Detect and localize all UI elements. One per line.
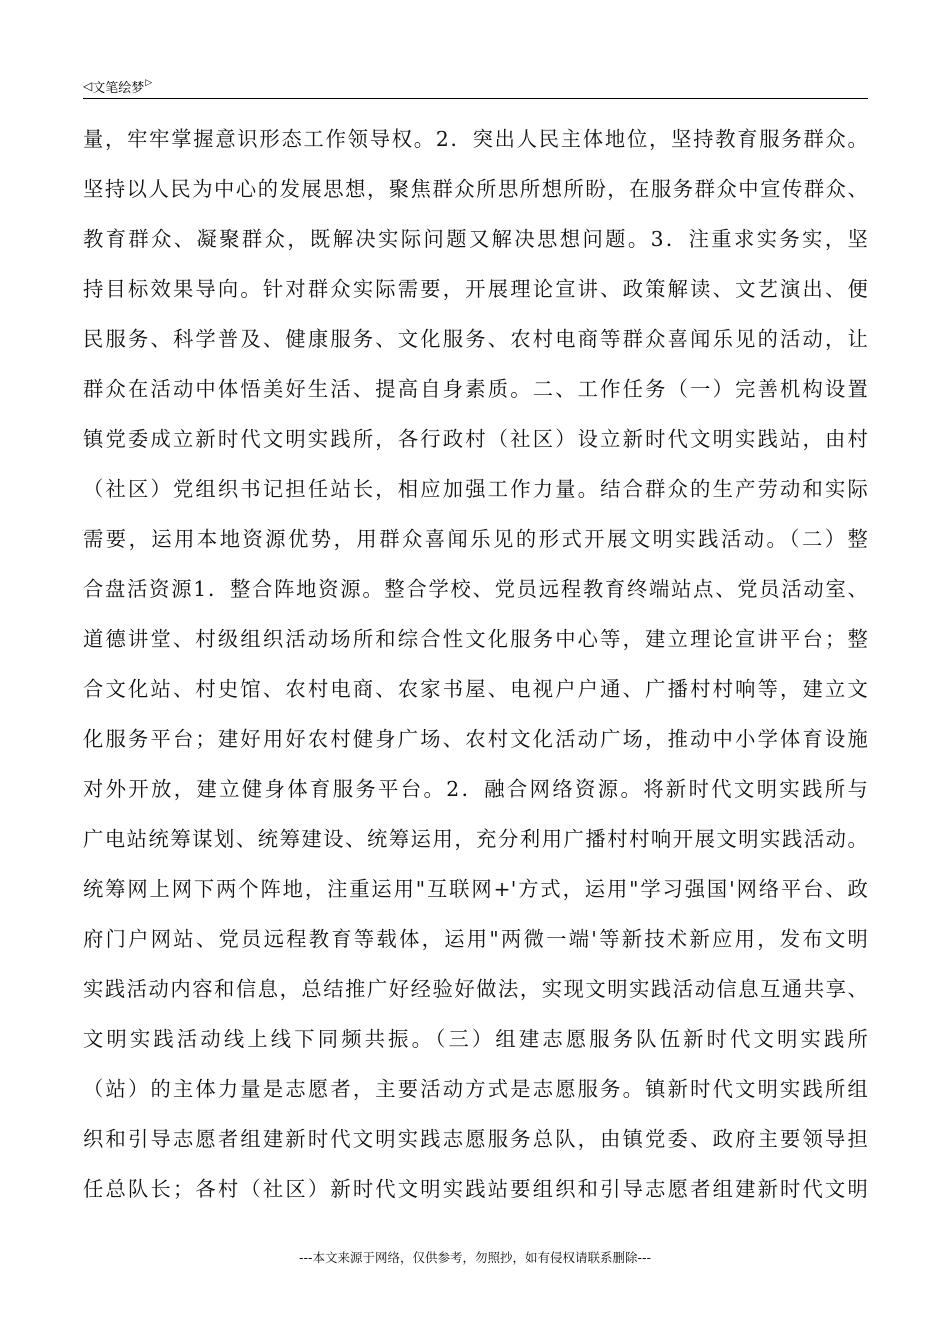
text-line: 化服务平台；建好用好农村健身广场、农村文化活动广场，推动中小学体育设施: [83, 727, 868, 751]
text-line: 广电站统筹谋划、统筹建设、统筹运用，充分利用广播村村响开展文明实践活动。: [83, 827, 868, 851]
text-line: 实践活动内容和信息，总结推广好经验好做法，实现文明实践活动信息互通共享、: [83, 977, 868, 1001]
text-line: 织和引导志愿者组建新时代文明实践志愿服务总队，由镇党委、政府主要领导担: [83, 1127, 868, 1151]
text-line: 任总队长；各村（社区）新时代文明实践站要组织和引导志愿者组建新时代文明: [83, 1177, 868, 1201]
text-line: 群众在活动中体悟美好生活、提高自身素质。二、工作任务（一）完善机构设置: [83, 377, 868, 401]
footer-notice: ---本文来源于网络，仅供参考，勿照抄，如有侵权请联系删除---: [298, 1250, 652, 1265]
text-line: 府门户网站、党员远程教育等载体，运用"两微一端'等新技术新应用，发布文明: [83, 927, 868, 951]
text-line: （站）的主体力量是志愿者，主要活动方式是志愿服务。镇新时代文明实践所组: [83, 1077, 868, 1101]
text-line: 道德讲堂、村级组织活动场所和综合性文化服务中心等，建立理论宣讲平台；整: [83, 627, 868, 651]
text-line: 对外开放，建立健身体育服务平台。2．融合网络资源。将新时代文明实践所与: [83, 777, 868, 801]
right-triangle-icon: ▷: [145, 78, 153, 88]
text-line: 教育群众、凝聚群众，既解决实际问题又解决思想问题。3．注重求实务实，坚: [83, 227, 868, 251]
text-line: （社区）党组织书记担任站长，相应加强工作力量。结合群众的生产劳动和实际: [83, 477, 868, 501]
text-line: 统筹网上网下两个阵地，注重运用"互联网+'方式，运用"学习强国'网络平台、政: [83, 877, 868, 901]
text-line: 合文化站、村史馆、农村电商、农家书屋、电视户户通、广播村村响等，建立文: [83, 677, 868, 701]
header-title: 文笔绘梦: [92, 80, 145, 96]
text-line: 坚持以人民为中心的发展思想，聚焦群众所思所想所盼，在服务群众中宣传群众、: [83, 177, 868, 201]
text-line: 量，牢牢掌握意识形态工作领导权。2．突出人民主体地位，坚持教育服务群众。: [83, 127, 868, 151]
document-body: [83, 114, 868, 1214]
left-triangle-icon: ◁: [83, 79, 93, 93]
text-line: 镇党委成立新时代文明实践所，各行政村（社区）设立新时代文明实践站，由村: [83, 427, 868, 451]
page-header: [83, 74, 868, 99]
text-line: 需要，运用本地资源优势，用群众喜闻乐见的形式开展文明实践活动。（二）整: [83, 527, 868, 551]
text-line: 持目标效果导向。针对群众实际需要，开展理论宣讲、政策解读、文艺演出、便: [83, 277, 868, 301]
text-line: 合盘活资源1．整合阵地资源。整合学校、党员远程教育终端站点、党员活动室、: [83, 577, 868, 601]
text-line: 民服务、科学普及、健康服务、文化服务、农村电商等群众喜闻乐见的活动，让: [83, 327, 868, 351]
text-line: 文明实践活动线上线下同频共振。（三）组建志愿服务队伍新时代文明实践所: [83, 1027, 868, 1051]
